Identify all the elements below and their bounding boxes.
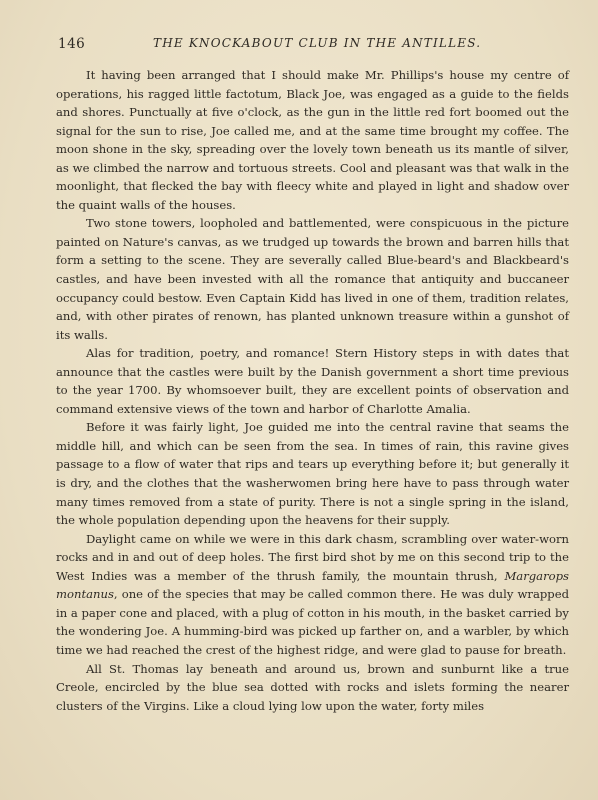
paragraph (56, 530, 569, 660)
page-body (56, 66, 569, 715)
running-head: THE KNOCKABOUT CLUB IN THE ANTILLES. (153, 36, 482, 50)
paragraph: It having been arranged that I should make Mr. Phillips's house my centre of operations, his ragged little factotum, Black Joe, was engaged as a guide to the fields and shores. Punctually at five o'clock, as the gun in the little red fort boomed out the signal for the sun to rise, Joe called me, and at the same time brought my coffee. The moon shone in the sky, spreading over the lovely town beneath us its mantle of silver, as we climbed the narrow and tortuous streets. Cool and pleasant was that walk in the moonlight, that flecked the bay with fleecy white and played in light and shadow over the quaint walls of the houses. (56, 68, 569, 212)
paragraph: All St. Thomas lay beneath and around us, brown and sunburnt like a true Creole, encircled by the blue sea dotted with rocks and islets forming the nearer clusters of the Virgins. Like a cloud lying low upon the water, forty miles (56, 661, 569, 713)
species-name: Margarops montanus (56, 568, 569, 602)
paragraph-text: , one of the species that may be called common there. He was duly wrapped in a paper cone and placed, with a plug of cotton in his mouth, in the basket carried by the wondering Joe. A humming-bird was picked up farther on, and a warbler, by which time we had reached the crest of the highest ridge, and were glad to pause for breath. (56, 587, 569, 657)
paragraph: Alas for tradition, poetry, and romance! Stern History steps in with dates that announce that the castles were built by the Danish government a short time previous to the year 1700. By whomsoever built, they are excellent points of observation and command extensive views of the town and harbor of Charlotte Amalia. (56, 346, 569, 416)
paragraph: Before it was fairly light, Joe guided me into the central ravine that seams the middle hill, and which can be seen from the sea. In times of rain, this ravine gives passage to a flow of water that rips and tears up everything before it; but generally it is dry, and the clothes that the washerwomen bring here have to pass through water many times removed from a state of purity. There is not a single spring in the island, the whole population depending upon the heavens for their supply. (56, 420, 569, 528)
paragraph-text: Daylight came on while we were in this dark chasm, scrambling over water-worn rocks and in and out of deep holes. The first bird shot by me on this second trip to the West Indies was a member of the thrush family, the mountain thrush, (56, 531, 569, 583)
paragraph: Two stone towers, loopholed and battlemented, were conspicuous in the picture painted on Nature's canvas, as we trudged up towards the brown and barren hills that form a setting to the scene. They are severally called Blue-beard's and Blackbeard's castles, and have been invested with all the romance that antiquity and buccaneer occupancy could bestow. Even Captain Kidd has lived in one of them, tradition relates, and, with other pirates of renown, has planted unknown treasure within a gunshot of its walls. (56, 216, 569, 342)
page-header (58, 36, 556, 54)
page-number: 146 (58, 36, 86, 52)
